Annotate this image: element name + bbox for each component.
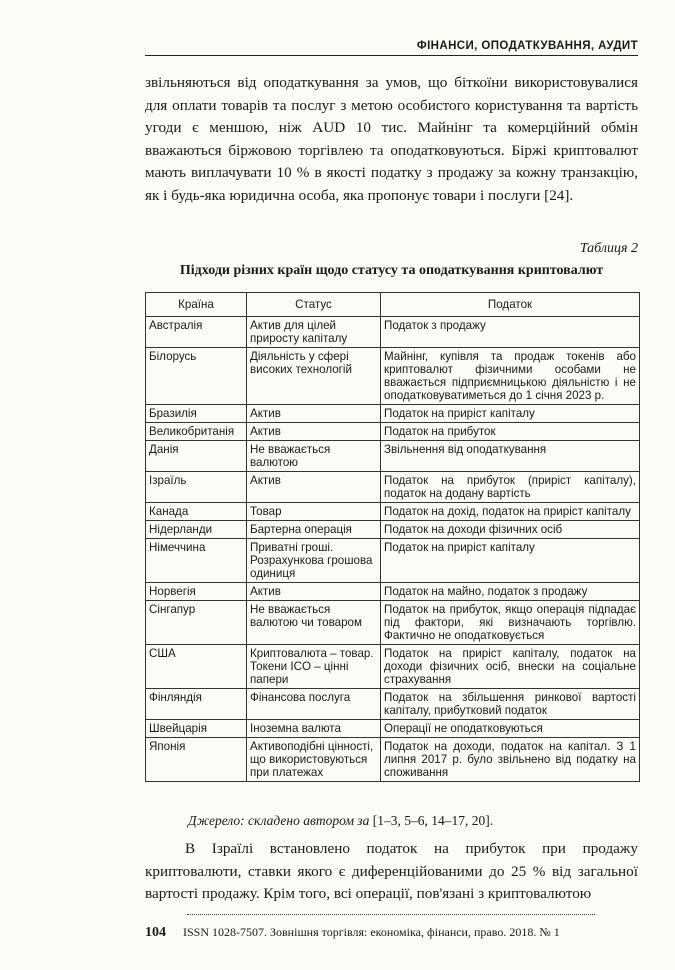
cell-country: Нідерланди [146,521,247,539]
table-row [146,348,640,405]
table-row [146,645,640,689]
cell-tax: Податок на приріст капіталу, податок на доходи фізичних осіб, внески на соціальне страхування [381,645,640,689]
cell-country: Норвегія [146,583,247,601]
cell-country: Білорусь [146,348,247,405]
cell-tax: Податок на приріст капіталу [381,405,640,423]
crypto-tax-table [145,292,640,782]
cell-tax: Податок на прибуток (приріст капіталу), податок на додану вартість [381,472,640,503]
cell-tax: Податок на доходи, податок на капітал. З 1 липня 2017 р. було звільнено від податку на споживання [381,738,640,782]
cell-country: Швейцарія [146,720,247,738]
running-header: ФІНАНСИ, ОПОДАТКУВАННЯ, АУДИТ [145,40,638,56]
page-footer [145,925,638,941]
cell-status: Іноземна валюта [247,720,381,738]
cell-tax: Податок на прибуток [381,423,640,441]
cell-status: Бартерна операція [247,521,381,539]
cell-status: Не вважається валютою [247,441,381,472]
table-row [146,317,640,348]
cell-tax: Податок на майно, податок з продажу [381,583,640,601]
cell-status: Актив [247,405,381,423]
header-tax: Податок [381,293,640,317]
table-row [146,738,640,782]
cell-country: Фінляндія [146,689,247,720]
footer-divider [187,914,595,915]
cell-country: США [146,645,247,689]
cell-status: Не вважається валютою чи товаром [247,601,381,645]
body-paragraph-top: звільняються від оподаткування за умов, що біткоїни використовувалися для оплати товарів та послуг з метою особистого користування та вартість угоди є меншою, ніж AUD 10 тис. Майнінг та комерційний обмін вважаються біржовою торгівлею та оподатковуються. Біржі криптовалют мають виплачувати 10 % в якості податку з продажу за кожну транзакцію, як і будь-яка юридична особа, яка пропонує товари і послуги [24]. [145,74,638,204]
cell-status: Актив для цілей приросту капіталу [247,317,381,348]
cell-country: Канада [146,503,247,521]
cell-status: Приватні гроші. Розрахункова грошова одиниця [247,539,381,583]
table-row [146,521,640,539]
cell-tax: Майнінг, купівля та продаж токенів або криптовалют фізичними особами не вважається підприємницькою діяльністю і не оподатковуватиметься до 1 січня 2023 р. [381,348,640,405]
table-number: Таблиця 2 [579,241,638,256]
table-row [146,601,640,645]
body-paragraph-bottom: В Ізраїлі встановлено податок на прибуток при продажу криптовалюти, ставки якого є диференційованими до 25 % від загальної вартості продажу. Крім того, всі операції, пов'язані з криптовалютою [145,840,638,902]
table-row [146,423,640,441]
cell-status: Актив [247,472,381,503]
cell-tax: Податок на прибуток, якщо операція підпадає під фактори, які визначають торгівлю. Фактично не оподатковується [381,601,640,645]
table-row [146,472,640,503]
cell-tax: Податок на дохід, податок на приріст капіталу [381,503,640,521]
table-row [146,405,640,423]
table-source [188,813,493,829]
cell-tax: Податок на збільшення ринкової вартості капіталу, прибутковий податок [381,689,640,720]
cell-tax: Операції не оподатковуються [381,720,640,738]
cell-status: Актив [247,583,381,601]
cell-tax: Податок з продажу [381,317,640,348]
source-refs: [1–3, 5–6, 14–17, 20]. [372,813,494,828]
cell-status: Діяльність у сфері високих технологій [247,348,381,405]
table-row [146,689,640,720]
journal-citation: ISSN 1028-7507. Зовнішня торгівля: економіка, фінанси, право. 2018. № 1 [183,925,560,939]
cell-status: Фінансова послуга [247,689,381,720]
cell-status: Криптовалюта – товар. Токени ICO – цінні папери [247,645,381,689]
table-row [146,503,640,521]
cell-tax: Податок на приріст капіталу [381,539,640,583]
page-number: 104 [145,925,166,940]
cell-tax: Звільнення від оподаткування [381,441,640,472]
cell-country: Сінгапур [146,601,247,645]
table-row [146,539,640,583]
cell-country: Німеччина [146,539,247,583]
table-header-row [146,293,640,317]
table-row [146,720,640,738]
table-row [146,441,640,472]
table-title: Підходи різних країн щодо статусу та оподаткування криптовалют [179,263,604,278]
table-row [146,583,640,601]
cell-status: Актив [247,423,381,441]
header-status: Статус [247,293,381,317]
cell-country: Бразилія [146,405,247,423]
cell-country: Австралія [146,317,247,348]
cell-status: Товар [247,503,381,521]
header-country: Країна [146,293,247,317]
source-label: Джерело: складено автором за [188,813,370,828]
cell-country: Данія [146,441,247,472]
cell-country: Японія [146,738,247,782]
cell-status: Активоподібні цінності, що використовуються при платежах [247,738,381,782]
cell-country: Ізраїль [146,472,247,503]
cell-tax: Податок на доходи фізичних осіб [381,521,640,539]
cell-country: Великобританія [146,423,247,441]
